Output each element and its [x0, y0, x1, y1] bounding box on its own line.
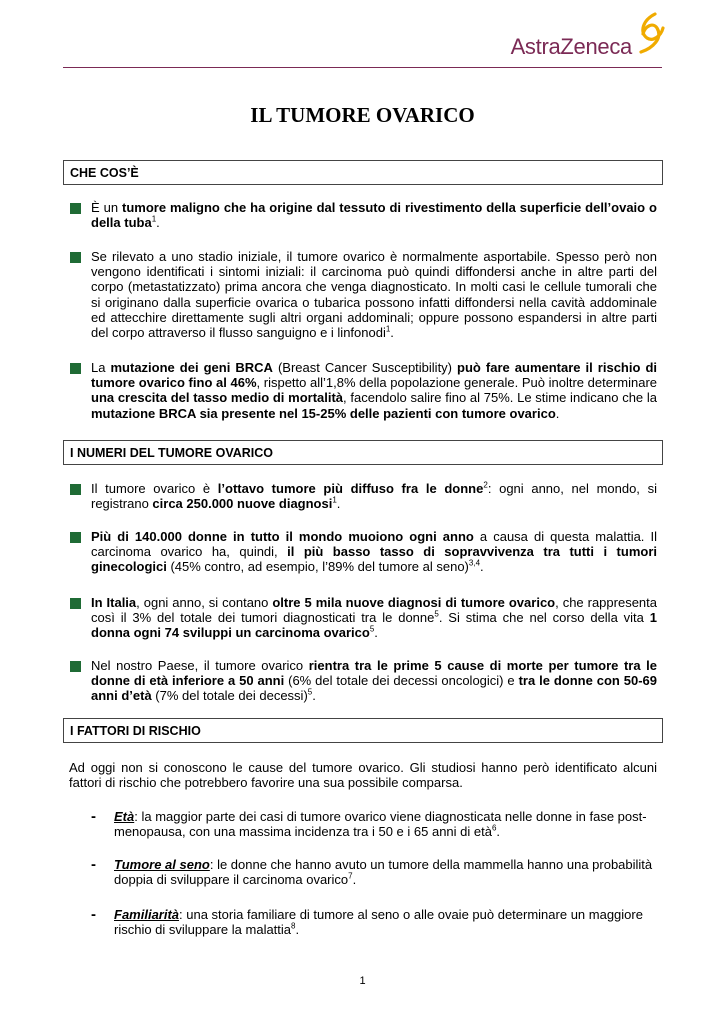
section-heading-text: I FATTORI DI RISCHIO — [70, 724, 201, 738]
paragraph-italia: In Italia, ogni anno, si contano oltre 5 mila nuove diagnosi di tumore ovarico, che rappresenta così il 3% del totale dei tumori diagnosticati tra le donne$^5$. Si stima che nel corso della vita 1 donna ogni 74 sviluppi un carcinoma ovarico$^5$. — [91, 595, 658, 641]
paragraph-cause-morte: Nel nostro Paese, il tumore ovarico rientra tra le prime 5 cause di morte per tumore tra le donne di età inferiore a 50 anni (6% del totale dei decessi oncologici) e tra le donne con 50-69 anni d’età (7% del totale dei decessi)$^5$. — [91, 658, 658, 704]
bullet-square-icon — [70, 484, 81, 495]
section-heading-numeri — [63, 440, 663, 465]
risk-item-tumore-seno: Tumore al seno: le donne che hanno avuto un tumore della mammella hanno una probabilità doppia di sviluppare il carcinoma ovarico$^7$. — [114, 857, 653, 888]
page-number: 1 — [359, 975, 366, 987]
section-heading-text: CHE COS’È — [70, 166, 139, 180]
bullet-square-icon — [70, 598, 81, 609]
paragraph-ottavo-tumore: Il tumore ovarico è l’ottavo tumore più diffuso fra le donne$^2$: ogni anno, nel mondo, si registrano circa 250.000 nuove diagnosi$^1$. — [91, 480, 657, 512]
dash-marker: - — [91, 808, 96, 825]
bullet-square-icon — [70, 363, 81, 374]
logo-wordmark: AstraZeneca — [510, 34, 632, 59]
paragraph-fattori-intro: Ad oggi non si conoscono le cause del tumore ovarico. Gli studiosi hanno però identificato alcuni fattori di rischio che potrebbero favorire una sua possibile comparsa. — [69, 760, 657, 791]
dash-marker: - — [91, 906, 96, 923]
bullet-square-icon — [70, 252, 81, 263]
bullet-square-icon — [70, 661, 81, 672]
section-heading-che-cose — [63, 160, 663, 185]
dash-marker: - — [91, 856, 96, 873]
paragraph-diffusion: Se rilevato a uno stadio iniziale, il tumore ovarico è normalmente asportabile. Spesso però non vengono identificati i sintomi iniziali: il carcinoma può quindi diffondersi anche in altre parti del corpo (metastatizzato) prima ancora che venga diagnosticato. In molti casi le cellule tumorali che si originano dalla superficie ovarica o tubarica possono infatti diffondersi nella cavità addominale ed attecchire direttamente sugli altri organi addominali; oppure possono espandersi in altre parti del corpo attraverso il flusso sanguigno e i linfonodi$^1$. — [91, 249, 657, 341]
bullet-square-icon — [70, 532, 81, 543]
astrazeneca-logo — [511, 12, 667, 64]
astrazeneca-swirl-icon — [633, 12, 667, 54]
section-heading-fattori-rischio — [63, 718, 663, 743]
header-divider — [63, 67, 662, 68]
page-title: IL TUMORE OVARICO — [250, 103, 475, 127]
risk-item-eta: Età: la maggior parte dei casi di tumore ovarico viene diagnosticata nelle donne in fase post-menopausa, con una massima incidenza tra i 50 e i 65 anni di età$^6$. — [114, 809, 647, 840]
paragraph-mortalita: Più di 140.000 donne in tutto il mondo muoiono ogni anno a causa di questa malattia. Il carcinoma ovarico ha, quindi, il più basso tasso di sopravvivenza tra tutti i tumori ginecologici (45% contro, ad esempio, l’89% del tumore al seno)$^{3,4}$. — [91, 529, 657, 575]
risk-item-familiarita: Familiarità: una storia familiare di tumore al seno o alle ovaie può determinare un maggiore rischio di sviluppare la malattia$^8$. — [114, 907, 643, 938]
paragraph-brca: La mutazione dei geni BRCA (Breast Cancer Susceptibility) può fare aumentare il rischio di tumore ovarico fino al 46%, rispetto all’1,8% della popolazione generale. Può inoltre determinare una crescita del tasso medio di mortalità, facendolo salire fino al 75%. Le stime indicano che la mutazione BRCA sia presente nel 15-25% delle pazienti con tumore ovarico. — [91, 360, 658, 421]
bullet-square-icon — [70, 203, 81, 214]
paragraph-definition: È un tumore maligno che ha origine dal tessuto di rivestimento della superficie dell’ovaio o della tuba$^1$. — [91, 200, 657, 231]
section-heading-text: I NUMERI DEL TUMORE OVARICO — [70, 446, 274, 460]
